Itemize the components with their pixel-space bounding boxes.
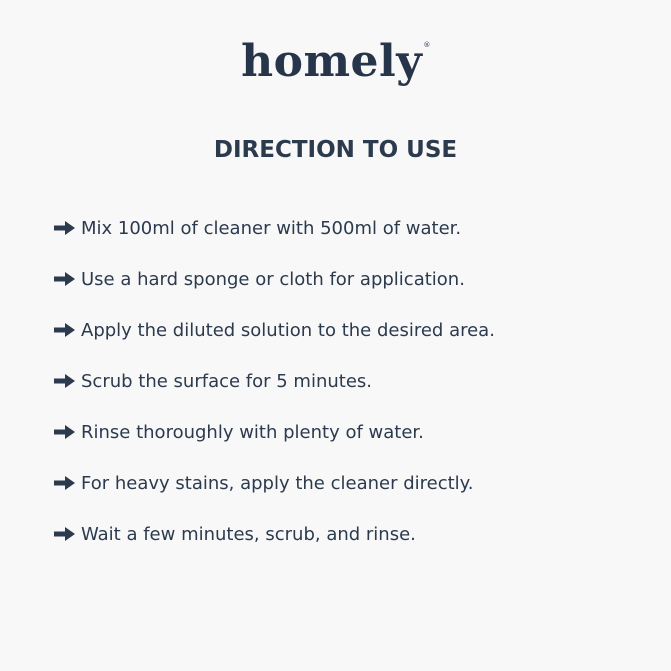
list-item [54, 368, 495, 394]
directions-list [54, 215, 495, 572]
step-text: Apply the diluted solution to the desired area. [81, 319, 495, 341]
page-title: DIRECTION TO USE [213, 137, 458, 163]
list-item [54, 215, 495, 241]
registered-mark: ® [423, 41, 431, 49]
arrow-right-icon [54, 323, 75, 337]
arrow-right-icon [54, 374, 75, 388]
list-item [54, 521, 495, 547]
arrow-right-icon [54, 221, 75, 235]
list-item [54, 266, 495, 292]
brand-name: homely [241, 36, 423, 87]
arrow-right-icon [54, 527, 75, 541]
step-text: Mix 100ml of cleaner with 500ml of water. [81, 217, 462, 239]
step-text: Scrub the surface for 5 minutes. [81, 370, 373, 392]
list-item [54, 419, 495, 445]
brand-logo [0, 36, 671, 87]
step-text: Rinse thoroughly with plenty of water. [81, 421, 424, 443]
arrow-right-icon [54, 476, 75, 490]
list-item [54, 470, 495, 496]
step-text: Use a hard sponge or cloth for application. [81, 268, 465, 290]
arrow-right-icon [54, 272, 75, 286]
step-text: For heavy stains, apply the cleaner directly. [81, 472, 474, 494]
step-text: Wait a few minutes, scrub, and rinse. [81, 523, 416, 545]
arrow-right-icon [54, 425, 75, 439]
list-item [54, 317, 495, 343]
